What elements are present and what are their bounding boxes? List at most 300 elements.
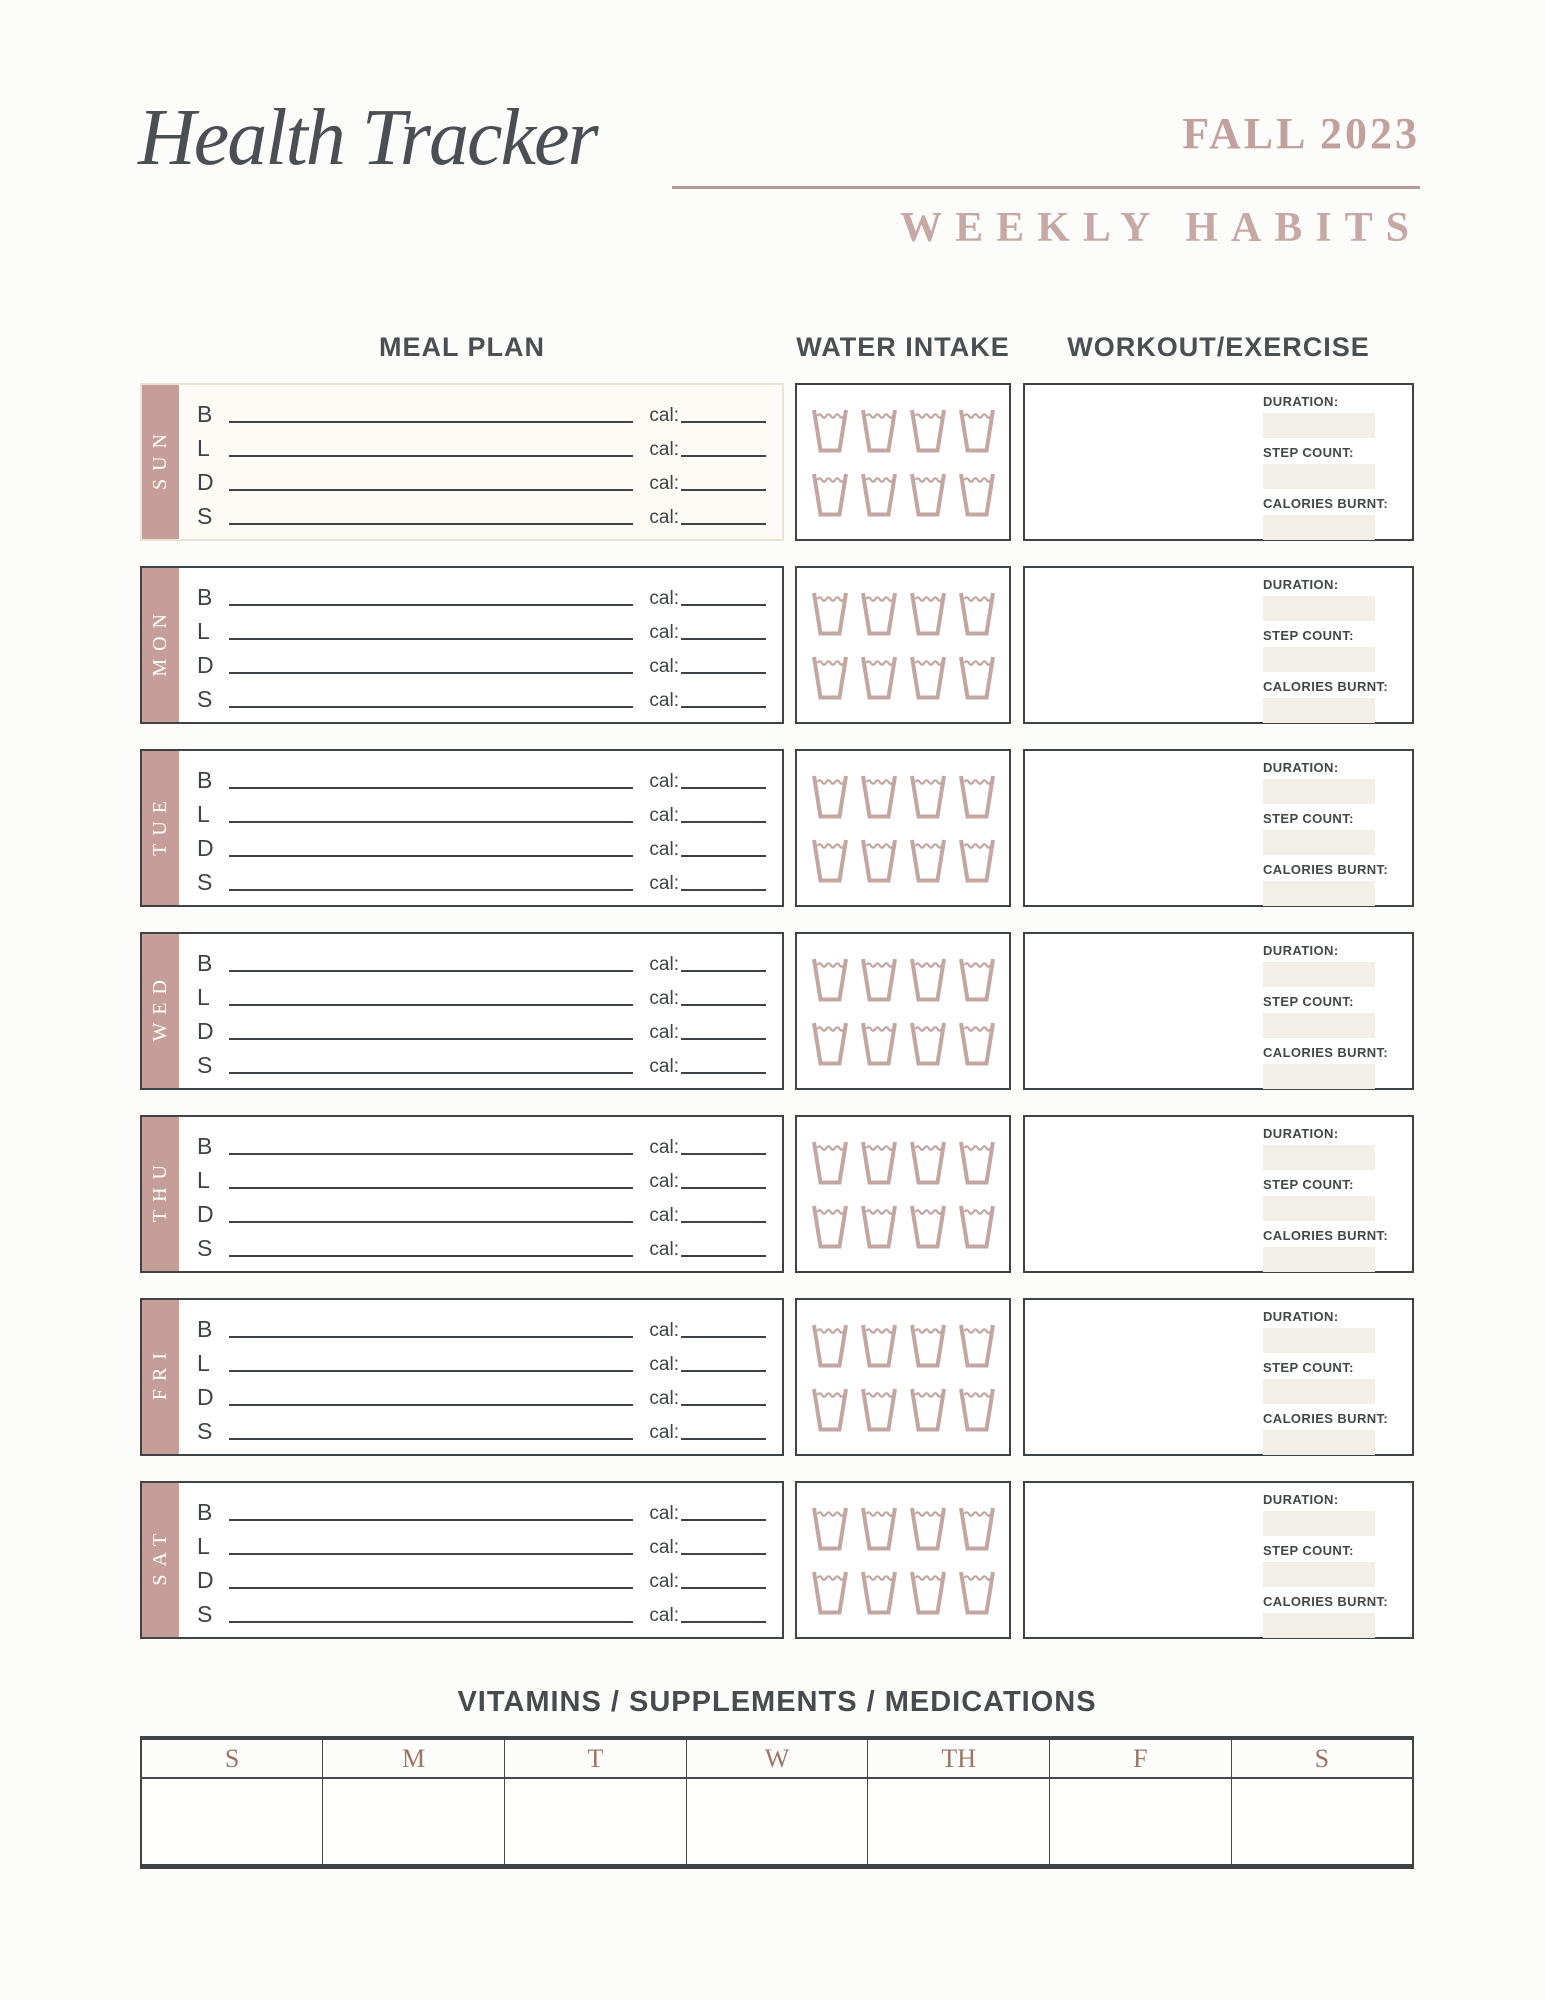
meal-entry-line[interactable] bbox=[229, 1221, 633, 1223]
water-cup-icon[interactable] bbox=[810, 1020, 850, 1067]
meal-letter: L bbox=[197, 1532, 210, 1559]
water-cup-icon[interactable] bbox=[859, 407, 899, 454]
meal-plan-box-thu bbox=[140, 1115, 784, 1273]
calories-entry-line[interactable] bbox=[681, 1519, 766, 1521]
water-cup-icon[interactable] bbox=[859, 773, 899, 820]
calories-burnt-field bbox=[1263, 496, 1398, 540]
water-cup-icon[interactable] bbox=[859, 1569, 899, 1616]
step-count-value-box[interactable] bbox=[1263, 1196, 1375, 1221]
water-cup-icon[interactable] bbox=[859, 654, 899, 701]
vitamins-cell[interactable] bbox=[1050, 1778, 1232, 1866]
water-cup-icon[interactable] bbox=[908, 1505, 948, 1552]
calories-burnt-field bbox=[1263, 1045, 1398, 1089]
duration-value-box[interactable] bbox=[1263, 1511, 1375, 1536]
meal-letter: S bbox=[197, 1417, 213, 1444]
water-intake-box-wed bbox=[795, 932, 1011, 1090]
workout-box-fri bbox=[1023, 1298, 1414, 1456]
step-count-field bbox=[1263, 1360, 1398, 1404]
water-cup-icon[interactable] bbox=[957, 471, 997, 518]
calories-entry-line[interactable] bbox=[681, 455, 766, 457]
meal-entry-line[interactable] bbox=[229, 1438, 633, 1440]
meal-entry-line[interactable] bbox=[229, 821, 633, 823]
meal-entry-line[interactable] bbox=[229, 1153, 633, 1155]
calories-burnt-value-box[interactable] bbox=[1263, 1430, 1375, 1455]
meal-lines bbox=[179, 751, 782, 905]
meal-plan-box-wed bbox=[140, 932, 784, 1090]
page-title: Health Tracker bbox=[138, 94, 597, 182]
workout-fields bbox=[1263, 577, 1398, 730]
calories-entry-line[interactable] bbox=[681, 1587, 766, 1589]
calories-burnt-field bbox=[1263, 1411, 1398, 1455]
workout-fields bbox=[1263, 1309, 1398, 1462]
calories-entry-line[interactable] bbox=[681, 1153, 766, 1155]
water-cup-icon[interactable] bbox=[957, 654, 997, 701]
cal-label: cal: bbox=[649, 507, 679, 529]
day-row-mon bbox=[140, 566, 1414, 724]
duration-label: DURATION: bbox=[1263, 943, 1339, 958]
water-cup-icon[interactable] bbox=[957, 407, 997, 454]
calories-entry-line[interactable] bbox=[681, 1404, 766, 1406]
calories-entry-line[interactable] bbox=[681, 1072, 766, 1074]
meal-line-b bbox=[197, 576, 766, 610]
water-cup-icon[interactable] bbox=[908, 1203, 948, 1250]
step-count-field bbox=[1263, 628, 1398, 672]
workout-fields bbox=[1263, 1492, 1398, 1645]
workout-box-thu bbox=[1023, 1115, 1414, 1273]
duration-field bbox=[1263, 577, 1398, 621]
step-count-value-box[interactable] bbox=[1263, 1562, 1375, 1587]
meal-letter: L bbox=[197, 983, 210, 1010]
duration-value-box[interactable] bbox=[1263, 962, 1375, 987]
meal-letter: S bbox=[197, 1600, 213, 1627]
calories-entry-line[interactable] bbox=[681, 1370, 766, 1372]
water-cup-icon[interactable] bbox=[908, 773, 948, 820]
calories-entry-line[interactable] bbox=[681, 889, 766, 891]
meal-letter: S bbox=[197, 1051, 213, 1078]
vitamins-day-header: S bbox=[141, 1738, 323, 1778]
calories-entry-line[interactable] bbox=[681, 706, 766, 708]
meal-letter: L bbox=[197, 617, 210, 644]
meal-entry-line[interactable] bbox=[229, 1519, 633, 1521]
calories-entry-line[interactable] bbox=[681, 1438, 766, 1440]
meal-lines bbox=[179, 1117, 782, 1271]
day-row-tue bbox=[140, 749, 1414, 907]
cal-label: cal: bbox=[649, 1503, 679, 1525]
meal-line-d bbox=[197, 1376, 766, 1410]
meal-letter: B bbox=[197, 1132, 213, 1159]
cal-label: cal: bbox=[649, 1137, 679, 1159]
meal-entry-line[interactable] bbox=[229, 455, 633, 457]
meal-letter: D bbox=[197, 834, 214, 861]
calories-entry-line[interactable] bbox=[681, 1255, 766, 1257]
workout-box-mon bbox=[1023, 566, 1414, 724]
water-cup-icon[interactable] bbox=[908, 1569, 948, 1616]
workout-fields bbox=[1263, 943, 1398, 1096]
calories-burnt-value-box[interactable] bbox=[1263, 1247, 1375, 1272]
season-label: FALL 2023 bbox=[1182, 109, 1420, 158]
duration-value-box[interactable] bbox=[1263, 1328, 1375, 1353]
meal-entry-line[interactable] bbox=[229, 489, 633, 491]
vitamins-cell[interactable] bbox=[686, 1778, 868, 1866]
duration-label: DURATION: bbox=[1263, 577, 1339, 592]
workout-fields bbox=[1263, 760, 1398, 913]
step-count-field bbox=[1263, 445, 1398, 489]
water-cup-icon[interactable] bbox=[859, 956, 899, 1003]
water-cup-icon[interactable] bbox=[908, 407, 948, 454]
cup-row bbox=[810, 471, 997, 518]
water-cup-icon[interactable] bbox=[908, 1020, 948, 1067]
water-cup-icon[interactable] bbox=[908, 1139, 948, 1186]
step-count-value-box[interactable] bbox=[1263, 830, 1375, 855]
meal-entry-line[interactable] bbox=[229, 1404, 633, 1406]
step-count-label: STEP COUNT: bbox=[1263, 1360, 1354, 1375]
meal-line-l bbox=[197, 610, 766, 644]
vitamins-cell[interactable] bbox=[868, 1778, 1050, 1866]
meal-line-b bbox=[197, 759, 766, 793]
meal-entry-line[interactable] bbox=[229, 1336, 633, 1338]
cal-label: cal: bbox=[649, 1388, 679, 1410]
duration-field bbox=[1263, 760, 1398, 804]
calories-entry-line[interactable] bbox=[681, 604, 766, 606]
step-count-value-box[interactable] bbox=[1263, 464, 1375, 489]
calories-entry-line[interactable] bbox=[681, 489, 766, 491]
meal-line-l bbox=[197, 793, 766, 827]
cal-label: cal: bbox=[649, 954, 679, 976]
calories-burnt-label: CALORIES BURNT: bbox=[1263, 862, 1389, 877]
water-cup-icon[interactable] bbox=[908, 956, 948, 1003]
water-cup-icon[interactable] bbox=[957, 1505, 997, 1552]
calories-burnt-field bbox=[1263, 862, 1398, 906]
water-cup-icon[interactable] bbox=[957, 590, 997, 637]
step-count-field bbox=[1263, 994, 1398, 1038]
meal-entry-line[interactable] bbox=[229, 1038, 633, 1040]
water-cup-icon[interactable] bbox=[908, 837, 948, 884]
meal-entry-line[interactable] bbox=[229, 970, 633, 972]
day-row-sat bbox=[140, 1481, 1414, 1639]
meal-line-l bbox=[197, 1159, 766, 1193]
cal-label: cal: bbox=[649, 473, 679, 495]
calories-entry-line[interactable] bbox=[681, 1004, 766, 1006]
cup-row bbox=[810, 956, 997, 1003]
meal-letter: D bbox=[197, 1200, 214, 1227]
calories-entry-line[interactable] bbox=[681, 855, 766, 857]
cal-label: cal: bbox=[649, 1320, 679, 1342]
meal-line-s bbox=[197, 1410, 766, 1444]
cal-label: cal: bbox=[649, 1205, 679, 1227]
cup-row bbox=[810, 407, 997, 454]
duration-label: DURATION: bbox=[1263, 760, 1339, 775]
meal-entry-line[interactable] bbox=[229, 1370, 633, 1372]
meal-letter: B bbox=[197, 583, 213, 610]
meal-entry-line[interactable] bbox=[229, 1587, 633, 1589]
calories-entry-line[interactable] bbox=[681, 1187, 766, 1189]
meal-letter: B bbox=[197, 1498, 213, 1525]
water-intake-box-tue bbox=[795, 749, 1011, 907]
water-cup-icon[interactable] bbox=[810, 654, 850, 701]
vitamins-table bbox=[140, 1736, 1414, 1869]
calories-burnt-field bbox=[1263, 679, 1398, 723]
water-cup-icon[interactable] bbox=[810, 1505, 850, 1552]
cal-label: cal: bbox=[649, 873, 679, 895]
cup-row bbox=[810, 1505, 997, 1552]
day-label-strip bbox=[142, 1300, 179, 1454]
water-cup-icon[interactable] bbox=[908, 471, 948, 518]
step-count-value-box[interactable] bbox=[1263, 1379, 1375, 1404]
meal-letter: S bbox=[197, 502, 213, 529]
cal-label: cal: bbox=[649, 1571, 679, 1593]
calories-entry-line[interactable] bbox=[681, 1553, 766, 1555]
step-count-value-box[interactable] bbox=[1263, 1013, 1375, 1038]
workout-box-sun bbox=[1023, 383, 1414, 541]
calories-burnt-value-box[interactable] bbox=[1263, 698, 1375, 723]
step-count-field bbox=[1263, 811, 1398, 855]
water-cup-icon[interactable] bbox=[810, 773, 850, 820]
water-cup-icon[interactable] bbox=[810, 1322, 850, 1369]
cal-label: cal: bbox=[649, 622, 679, 644]
vitamins-cell[interactable] bbox=[323, 1778, 505, 1866]
cal-label: cal: bbox=[649, 439, 679, 461]
meal-line-s bbox=[197, 495, 766, 529]
day-row-thu bbox=[140, 1115, 1414, 1273]
water-cup-icon[interactable] bbox=[908, 590, 948, 637]
meal-line-b bbox=[197, 1125, 766, 1159]
meal-letter: D bbox=[197, 1566, 214, 1593]
duration-field bbox=[1263, 1309, 1398, 1353]
calories-burnt-label: CALORIES BURNT: bbox=[1263, 1594, 1389, 1609]
calories-entry-line[interactable] bbox=[681, 787, 766, 789]
cal-label: cal: bbox=[649, 1605, 679, 1627]
calories-burnt-label: CALORIES BURNT: bbox=[1263, 1411, 1389, 1426]
water-cup-icon[interactable] bbox=[957, 1203, 997, 1250]
meal-entry-line[interactable] bbox=[229, 604, 633, 606]
vitamins-day-header: F bbox=[1050, 1738, 1232, 1778]
cal-label: cal: bbox=[649, 405, 679, 427]
calories-entry-line[interactable] bbox=[681, 1221, 766, 1223]
meal-line-s bbox=[197, 1227, 766, 1261]
water-cup-icon[interactable] bbox=[859, 1139, 899, 1186]
water-cup-icon[interactable] bbox=[859, 837, 899, 884]
page-subtitle: WEEKLY HABITS bbox=[900, 205, 1422, 251]
calories-burnt-field bbox=[1263, 1594, 1398, 1638]
water-cup-icon[interactable] bbox=[908, 654, 948, 701]
meal-line-s bbox=[197, 1593, 766, 1627]
water-cup-icon[interactable] bbox=[810, 956, 850, 1003]
cup-row bbox=[810, 773, 997, 820]
vitamins-cell[interactable] bbox=[141, 1778, 323, 1866]
step-count-label: STEP COUNT: bbox=[1263, 994, 1354, 1009]
meal-line-b bbox=[197, 393, 766, 427]
water-cup-icon[interactable] bbox=[859, 471, 899, 518]
meal-line-s bbox=[197, 1044, 766, 1078]
cal-label: cal: bbox=[649, 1022, 679, 1044]
meal-line-b bbox=[197, 1491, 766, 1525]
water-cup-icon[interactable] bbox=[859, 590, 899, 637]
duration-field bbox=[1263, 394, 1398, 438]
duration-label: DURATION: bbox=[1263, 1492, 1339, 1507]
calories-entry-line[interactable] bbox=[681, 1621, 766, 1623]
water-cup-icon[interactable] bbox=[810, 837, 850, 884]
water-cup-icon[interactable] bbox=[859, 1203, 899, 1250]
water-cup-icon[interactable] bbox=[810, 1386, 850, 1433]
water-cup-icon[interactable] bbox=[957, 1386, 997, 1433]
calories-burnt-label: CALORIES BURNT: bbox=[1263, 679, 1389, 694]
vitamins-title: VITAMINS / SUPPLEMENTS / MEDICATIONS bbox=[457, 1686, 1097, 1718]
duration-label: DURATION: bbox=[1263, 394, 1339, 409]
meal-entry-line[interactable] bbox=[229, 1187, 633, 1189]
calories-entry-line[interactable] bbox=[681, 421, 766, 423]
water-cup-icon[interactable] bbox=[957, 1020, 997, 1067]
water-intake-box-fri bbox=[795, 1298, 1011, 1456]
meal-line-l bbox=[197, 1342, 766, 1376]
water-cup-icon[interactable] bbox=[810, 1139, 850, 1186]
calories-entry-line[interactable] bbox=[681, 672, 766, 674]
calories-burnt-label: CALORIES BURNT: bbox=[1263, 1045, 1389, 1060]
water-cup-icon[interactable] bbox=[908, 1322, 948, 1369]
day-label: FRI bbox=[149, 1345, 171, 1401]
water-intake-box-sun bbox=[795, 383, 1011, 541]
meal-entry-line[interactable] bbox=[229, 1004, 633, 1006]
water-cup-icon[interactable] bbox=[810, 1203, 850, 1250]
water-cup-icon[interactable] bbox=[957, 773, 997, 820]
meal-entry-line[interactable] bbox=[229, 672, 633, 674]
meal-line-d bbox=[197, 1010, 766, 1044]
step-count-label: STEP COUNT: bbox=[1263, 811, 1354, 826]
cal-label: cal: bbox=[649, 1239, 679, 1261]
step-count-field bbox=[1263, 1543, 1398, 1587]
meal-entry-line[interactable] bbox=[229, 855, 633, 857]
calories-entry-line[interactable] bbox=[681, 523, 766, 525]
calories-burnt-value-box[interactable] bbox=[1263, 1613, 1375, 1638]
meal-lines bbox=[179, 1483, 782, 1637]
meal-plan-box-mon bbox=[140, 566, 784, 724]
meal-plan-box-sat bbox=[140, 1481, 784, 1639]
vitamins-day-header: M bbox=[323, 1738, 505, 1778]
meal-letter: L bbox=[197, 1166, 210, 1193]
step-count-label: STEP COUNT: bbox=[1263, 1543, 1354, 1558]
water-cup-icon[interactable] bbox=[957, 1322, 997, 1369]
duration-field bbox=[1263, 943, 1398, 987]
cup-row bbox=[810, 654, 997, 701]
cal-label: cal: bbox=[649, 656, 679, 678]
meal-entry-line[interactable] bbox=[229, 889, 633, 891]
meal-line-d bbox=[197, 1559, 766, 1593]
meal-entry-line[interactable] bbox=[229, 787, 633, 789]
workout-box-tue bbox=[1023, 749, 1414, 907]
water-cup-icon[interactable] bbox=[810, 590, 850, 637]
vitamins-day-header: W bbox=[686, 1738, 868, 1778]
cal-label: cal: bbox=[649, 1354, 679, 1376]
water-intake-box-thu bbox=[795, 1115, 1011, 1273]
calories-entry-line[interactable] bbox=[681, 638, 766, 640]
cup-row bbox=[810, 837, 997, 884]
duration-value-box[interactable] bbox=[1263, 596, 1375, 621]
cal-label: cal: bbox=[649, 1056, 679, 1078]
meal-line-s bbox=[197, 861, 766, 895]
meal-entry-line[interactable] bbox=[229, 1255, 633, 1257]
water-cup-icon[interactable] bbox=[859, 1322, 899, 1369]
meal-entry-line[interactable] bbox=[229, 638, 633, 640]
cal-label: cal: bbox=[649, 1422, 679, 1444]
meal-line-d bbox=[197, 1193, 766, 1227]
step-count-label: STEP COUNT: bbox=[1263, 1177, 1354, 1192]
meal-entry-line[interactable] bbox=[229, 706, 633, 708]
duration-label: DURATION: bbox=[1263, 1126, 1339, 1141]
calories-entry-line[interactable] bbox=[681, 970, 766, 972]
workout-fields bbox=[1263, 394, 1398, 547]
duration-value-box[interactable] bbox=[1263, 413, 1375, 438]
day-label: SUN bbox=[149, 425, 171, 490]
day-row-sun bbox=[140, 383, 1414, 541]
water-cup-icon[interactable] bbox=[810, 1569, 850, 1616]
water-cup-icon[interactable] bbox=[957, 1569, 997, 1616]
water-cup-icon[interactable] bbox=[810, 471, 850, 518]
meal-letter: L bbox=[197, 434, 210, 461]
calories-entry-line[interactable] bbox=[681, 1336, 766, 1338]
column-headers bbox=[140, 332, 1414, 366]
water-cup-icon[interactable] bbox=[859, 1505, 899, 1552]
calories-burnt-value-box[interactable] bbox=[1263, 1064, 1375, 1089]
water-cup-icon[interactable] bbox=[957, 956, 997, 1003]
water-intake-box-sat bbox=[795, 1481, 1011, 1639]
meal-line-d bbox=[197, 827, 766, 861]
cal-label: cal: bbox=[649, 1537, 679, 1559]
day-label-strip bbox=[142, 385, 179, 539]
water-cup-icon[interactable] bbox=[957, 1139, 997, 1186]
duration-value-box[interactable] bbox=[1263, 1145, 1375, 1170]
water-cup-icon[interactable] bbox=[859, 1386, 899, 1433]
duration-label: DURATION: bbox=[1263, 1309, 1339, 1324]
meal-entry-line[interactable] bbox=[229, 421, 633, 423]
cup-row bbox=[810, 1322, 997, 1369]
day-label: TUE bbox=[149, 792, 171, 856]
water-cup-icon[interactable] bbox=[957, 837, 997, 884]
cal-label: cal: bbox=[649, 805, 679, 827]
vitamins-cell[interactable] bbox=[504, 1778, 686, 1866]
meal-entry-line[interactable] bbox=[229, 1553, 633, 1555]
water-cup-icon[interactable] bbox=[859, 1020, 899, 1067]
day-label-strip bbox=[142, 1483, 179, 1637]
water-cup-icon[interactable] bbox=[810, 407, 850, 454]
meal-lines bbox=[179, 934, 782, 1088]
water-intake-box-mon bbox=[795, 566, 1011, 724]
calories-entry-line[interactable] bbox=[681, 1038, 766, 1040]
calories-burnt-label: CALORIES BURNT: bbox=[1263, 1228, 1389, 1243]
meal-entry-line[interactable] bbox=[229, 523, 633, 525]
cal-label: cal: bbox=[649, 771, 679, 793]
calories-burnt-value-box[interactable] bbox=[1263, 515, 1375, 540]
meal-letter: B bbox=[197, 949, 213, 976]
day-label: WED bbox=[149, 972, 171, 1042]
calories-burnt-field bbox=[1263, 1228, 1398, 1272]
vitamins-cell[interactable] bbox=[1231, 1778, 1413, 1866]
duration-value-box[interactable] bbox=[1263, 779, 1375, 804]
meal-entry-line[interactable] bbox=[229, 1072, 633, 1074]
meal-plan-box-tue bbox=[140, 749, 784, 907]
cal-label: cal: bbox=[649, 988, 679, 1010]
day-label-strip bbox=[142, 1117, 179, 1271]
meal-line-l bbox=[197, 1525, 766, 1559]
meal-letter: S bbox=[197, 685, 213, 712]
water-cup-icon[interactable] bbox=[908, 1386, 948, 1433]
cal-label: cal: bbox=[649, 588, 679, 610]
cup-row bbox=[810, 1203, 997, 1250]
calories-entry-line[interactable] bbox=[681, 821, 766, 823]
calories-burnt-value-box[interactable] bbox=[1263, 881, 1375, 906]
step-count-value-box[interactable] bbox=[1263, 647, 1375, 672]
meal-entry-line[interactable] bbox=[229, 1621, 633, 1623]
meal-letter: S bbox=[197, 868, 213, 895]
cal-label: cal: bbox=[649, 839, 679, 861]
